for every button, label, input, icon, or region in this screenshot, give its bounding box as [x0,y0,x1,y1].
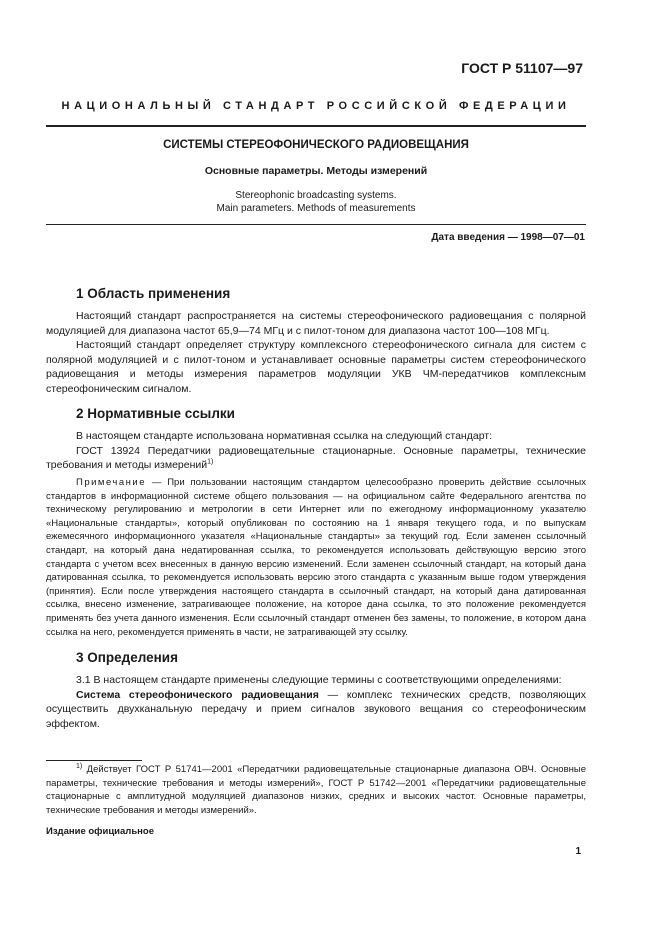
note-text: — При пользовании настоящим стандартом целесообразно проверить действие ссылочных стандартов в информационной системе общего пользования — на официальном сайте Федерального агентства по техническому регулированию и метрологии в сети Интернет или по ежегодному информационному указателю «Национальные стандарты», который опубликован по состоянию на 1 января текущего года, и по выпускам ежемесячного информационного указателя «Национальные стандарты» за текущий год. Если заменен ссылочный стандарт, на который дана недатированная ссылка, то рекомендуется использовать действующую версию этого стандарта с учетом всех внесенных в данную версию изменений. Если заменен ссылочный стандарт, на который дана датированная ссылка, то рекомендуется использовать версию этого стандарта с указанным выше годом утверждения (принятия). Если после утверждения настоящего стандарта в ссылочный стандарт, на который дана датированная ссылка, внесено изменение, затрагивающее положение, на которое дана ссылка, то это положение рекомендуется применять без учета данного изменения. Если ссылочный стандарт отменен без замены, то положение, в котором дана ссылка на него, рекомендуется применять в части, не затрагивающей эту ссылку. [46,477,586,638]
section-1-heading: 1 Область применения [76,286,231,301]
section-1-paragraph-1: Настоящий стандарт распространяется на системы стереофонического радиовещания с полярной модуляцией для диапазона частот 65,9—74 МГц и с пилот-тоном для диапазона частот 100—108 МГц. [46,310,586,337]
note-block [46,476,586,639]
title-english-line-2: Main parameters. Methods of measurements [216,203,416,214]
note-label: Примечание [76,477,146,488]
title-divider [46,224,586,225]
edition-label: Издание официальное [46,826,154,837]
footnote-marker: 1) [207,458,214,466]
section-2-heading: 2 Нормативные ссылки [76,406,235,421]
standard-code: ГОСТ Р 51107—97 [461,60,583,76]
section-2-paragraph-1: В настоящем стандарте использована нормативная ссылка на следующий стандарт: [76,430,493,442]
section-2-body [46,429,586,473]
section-1-paragraph-2: Настоящий стандарт определяет структуру комплексного стереофонического сигнала для систем с полярной модуляцией и с пилот-тоном и устанавливает основные параметры систем стереофонического радиовещания и методы измерения параметров модуляции УКВ ЧМ-передатчиков комплексным стереофоническим сигналом. [46,339,586,395]
national-standard-banner: НАЦИОНАЛЬНЫЙ СТАНДАРТ РОССИЙСКОЙ ФЕДЕРАЦИИ [61,100,571,112]
defined-term: Система стереофонического радиовещания [76,688,319,701]
section-1-body [46,309,586,396]
introduction-date: Дата введения — 1998—07—01 [431,232,585,243]
note-paragraph [46,476,586,639]
section-3-heading: 3 Определения [76,650,178,665]
section-3-body [46,673,586,731]
reference-text: ГОСТ 13924 Передатчики радиовещательные стационарные. Основные параметры, технические требования и методы измерений [46,444,586,471]
section-2-paragraph-2 [46,444,586,473]
footnote-divider [46,760,142,761]
footnote-paragraph [46,763,586,817]
footnote [46,763,586,817]
definition-paragraph [46,688,586,732]
document-subtitle: Основные параметры. Методы измерений [204,165,428,177]
header-divider [46,125,586,127]
term-definition: — комплекс технических средств, позволяющих осуществить двухканальную передачу и прием сигналов звукового вещания со стереофоническим эффектом. [46,688,586,730]
footnote-text: Действует ГОСТ Р 51741—2001 «Передатчики радиовещательные стационарные диапазона ОВЧ. Основные параметры, технические требования и методы измерений», ГОСТ Р 51742—2001 «Передатчики радиовещательные стационарные с амплитудной модуляцией диапазонов низких, средних и высоких частот. Основные параметры, технические требования и методы измерений». [46,764,586,816]
section-3-paragraph-1: 3.1 В настоящем стандарте применены следующие термины с соответствующими определениями: [76,674,562,686]
document-title-english [46,189,586,215]
footnote-number: 1) [76,762,83,770]
document-title: СИСТЕМЫ СТЕРЕОФОНИЧЕСКОГО РАДИОВЕЩАНИЯ [163,139,469,151]
title-english-line-1: Stereophonic broadcasting systems. [235,190,397,201]
page-number: 1 [575,846,581,857]
